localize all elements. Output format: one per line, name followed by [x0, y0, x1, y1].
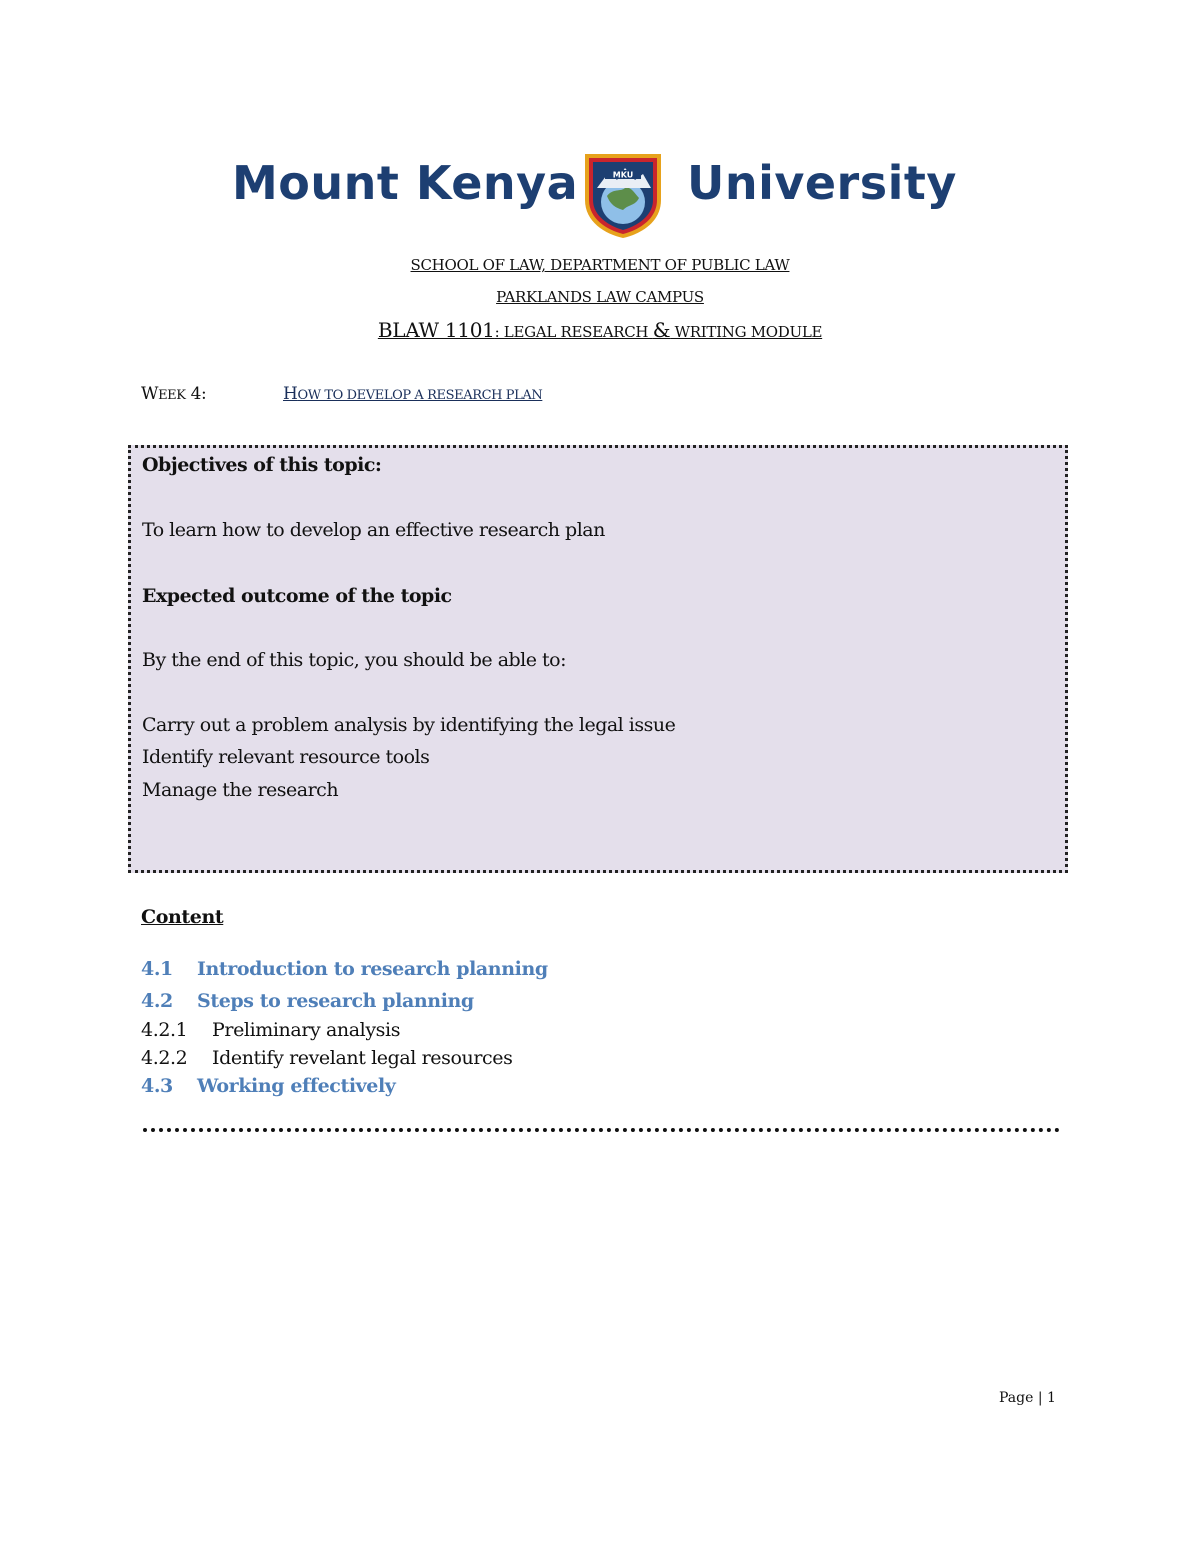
course-title-part-a: : LEGAL RESEARCH [494, 323, 653, 341]
toc-item: 4.3 Working effectively [141, 1075, 396, 1097]
outcome-item: Carry out a problem analysis by identifying the legal issue [142, 714, 676, 736]
toc-subitem: 4.2.2 Identify revelant legal resources [141, 1047, 513, 1069]
toc-item: 4.1 Introduction to research planning [141, 958, 548, 980]
svg-text:MKU: MKU [612, 170, 634, 180]
page-footer [999, 1390, 1056, 1406]
objectives-heading: Objectives of this topic: [142, 454, 382, 476]
logo-word-right: University [687, 156, 957, 210]
school-department-heading: SCHOOL OF LAW, DEPARTMENT OF PUBLIC LAW [410, 256, 790, 274]
campus-heading: PARKLANDS LAW CAMPUS [496, 288, 704, 306]
logo-word-left: Mount Kenya [232, 156, 579, 210]
university-logo [232, 148, 972, 240]
objectives-box [128, 445, 1068, 873]
toc-subitem: 4.2.1 Preliminary analysis [141, 1019, 401, 1041]
week-label: WEEK 4: [141, 384, 207, 404]
course-code: BLAW 1101 [377, 318, 495, 342]
page-number: 1 [1047, 1390, 1056, 1406]
outcome-intro: By the end of this topic, you should be able to: [142, 649, 567, 671]
toc-item: 4.2 Steps to research planning [141, 990, 474, 1012]
objective-text: To learn how to develop an effective research plan [142, 519, 605, 541]
week-topic-title: HOW TO DEVELOP A RESEARCH PLAN [283, 384, 543, 404]
content-heading: Content [141, 906, 224, 928]
outcome-heading: Expected outcome of the topic [142, 585, 452, 607]
course-heading [0, 318, 1200, 342]
course-ampersand: & [652, 318, 671, 342]
outcome-item: Identify relevant resource tools [142, 746, 430, 768]
dotted-divider [143, 1128, 1060, 1136]
course-title-part-b: WRITING MODULE [670, 323, 823, 341]
page-separator: | [1037, 1390, 1043, 1406]
crest-icon [577, 148, 669, 240]
page-label: Page [999, 1390, 1034, 1406]
outcome-item: Manage the research [142, 779, 339, 801]
